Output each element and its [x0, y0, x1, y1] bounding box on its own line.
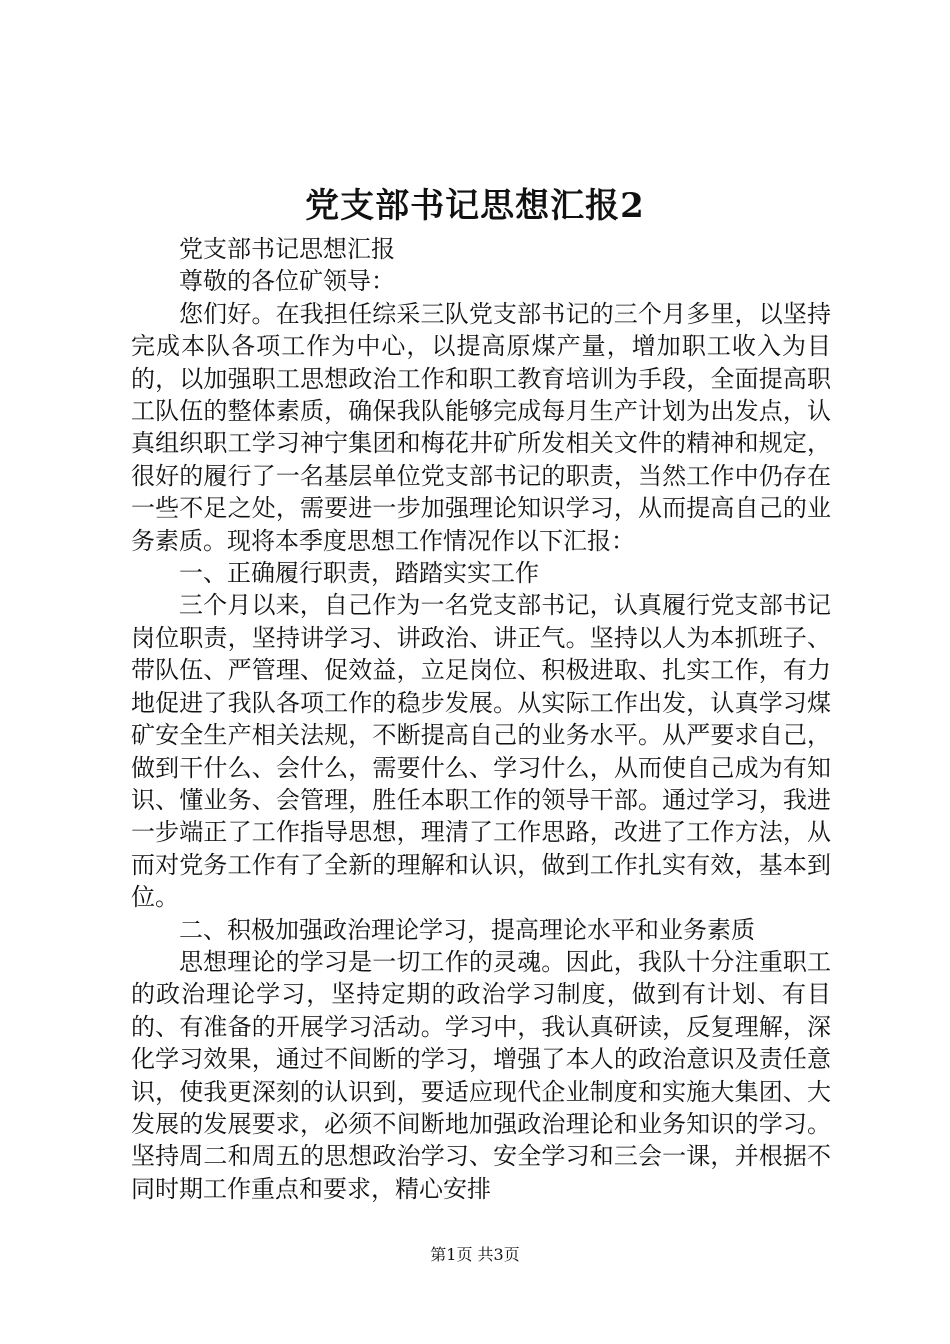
page-footer: 第1页 共3页	[430, 1245, 520, 1264]
section-heading-1: 一、正确履行职责，踏踏实实工作	[179, 559, 539, 588]
paragraph-salutation: 尊敬的各位矿领导：	[179, 267, 395, 296]
section-heading-2: 二、积极加强政治理论学习，提高理论水平和业务素质	[179, 915, 755, 944]
document-body	[131, 233, 831, 1205]
paragraph-intro: 您们好。在我担任综采三队党支部书记的三个月多里，以坚持完成本队各项工作为中心，以提高原煤产量，增加职工收入为目的，以加强职工思想政治工作和职工教育培训为手段，全面提高职工队伍的整体素质，确保我队能够完成每月生产计划为出发点，认真组织职工学习神宁集团和梅花井矿所发相关文件的精神和规定，很好的履行了一名基层单位党支部书记的职责，当然工作中仍存在一些不足之处，需要进一步加强理论知识学习，从而提高自己的业务素质。现将本季度思想工作情况作以下汇报：	[131, 299, 831, 555]
paragraph-section-2: 思想理论的学习是一切工作的灵魂。因此，我队十分注重职工的政治理论学习，坚持定期的政治学习制度，做到有计划、有目的、有准备的开展学习活动。学习中，我认真研读，反复理解，深化学习效果，通过不间断的学习，增强了本人的政治意识及责任意识，使我更深刻的认识到，要适应现代企业制度和实施大集团、大发展的发展要求，必须不间断地加强政治理论和业务知识的学习。坚持周二和周五的思想政治学习、安全学习和三会一课，并根据不同时期工作重点和要求，精心安排	[131, 947, 831, 1203]
paragraph-section-1: 三个月以来，自己作为一名党支部书记，认真履行党支部书记岗位职责，坚持讲学习、讲政治、讲正气。坚持以人为本抓班子、带队伍、严管理、促效益，立足岗位、积极进取、扎实工作，有力地促进了我队各项工作的稳步发展。从实际工作出发，认真学习煤矿安全生产相关法规，不断提高自己的业务水平。从严要求自己，做到干什么、会什么，需要什么、学习什么，从而使自己成为有知识、懂业务、会管理，胜任本职工作的领导干部。通过学习，我进一步端正了工作指导思想，理清了工作思路，改进了工作方法，从而对党务工作有了全新的理解和认识，做到工作扎实有效，基本到位。	[131, 591, 831, 912]
document-title: 党支部书记思想汇报2	[305, 186, 645, 226]
paragraph-subtitle: 党支部书记思想汇报	[179, 235, 395, 263]
